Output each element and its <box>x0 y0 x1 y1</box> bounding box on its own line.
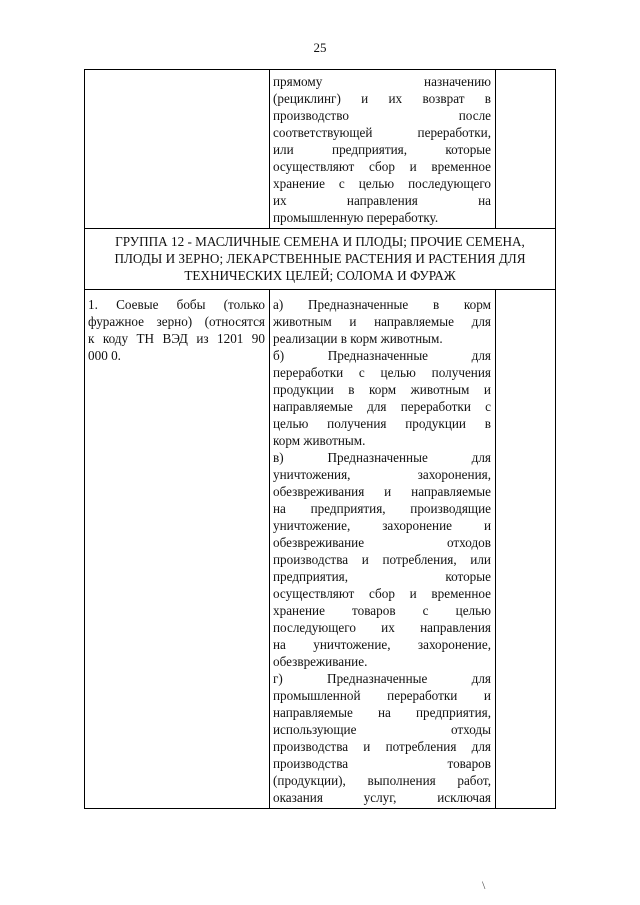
text-line: прямому назначению <box>273 74 491 89</box>
purpose-b <box>273 347 491 449</box>
text-line: уничтожение, захоронение и <box>273 518 491 533</box>
text-line: производства и потребления для <box>273 739 491 754</box>
text-line: фуражное зерно) (относятся <box>88 314 265 329</box>
text-line: последующего их направления <box>273 620 491 635</box>
text-line: производства товаров <box>273 756 491 771</box>
text-line: а) Предназначенные в корм <box>273 297 491 312</box>
text-line: (продукции), выполнения работ, <box>273 773 491 788</box>
text-line: г) Предназначенные для <box>273 671 491 686</box>
text-line: использующие отходы <box>273 722 491 737</box>
text-line: хранение товаров с целью <box>273 603 491 618</box>
text-line: корм животным. <box>273 433 366 448</box>
text-line: 1. Соевые бобы (только <box>88 297 265 312</box>
table-row-group-header <box>85 229 556 290</box>
cell-continued-text <box>270 70 496 229</box>
text-line: животным и направляемые для <box>273 314 491 329</box>
text-line: на уничтожение, захоронение, <box>273 637 491 652</box>
text-line: б) Предназначенные для <box>273 348 491 363</box>
group-header-line: ПЛОДЫ И ЗЕРНО; ЛЕКАРСТВЕННЫЕ РАСТЕНИЯ И РАСТЕНИЯ ДЛЯ <box>114 251 526 266</box>
text-line: или предприятия, которые <box>273 142 491 157</box>
text-line: оказания услуг, исключая <box>273 790 491 805</box>
document-table <box>84 69 556 809</box>
text-line: реализации в корм животным. <box>273 331 443 346</box>
text-line: промышленную переработку. <box>273 210 439 225</box>
text-line: производства и потребления, или <box>273 552 491 567</box>
text-line: направляемые на предприятия, <box>273 705 491 720</box>
stray-mark: \ <box>482 878 486 892</box>
cell-item-purposes <box>270 290 496 809</box>
text-line: на предприятия, производящие <box>273 501 491 516</box>
purpose-a <box>273 296 491 347</box>
page-number: 25 <box>313 40 327 55</box>
text-line: продукции в корм животным и <box>273 382 491 397</box>
text-line: промышленной переработки и <box>273 688 491 703</box>
text-line: в) Предназначенные для <box>273 450 491 465</box>
text-line: осуществляют сбор и временное <box>273 586 491 601</box>
cell-empty-left <box>85 70 270 229</box>
text-line: обезвреживание отходов <box>273 535 491 550</box>
text-line: обезвреживания и направляемые <box>273 484 491 499</box>
text-line: направляемые для переработки с <box>273 399 491 414</box>
text-line: переработки с целью получения <box>273 365 491 380</box>
text-line: производство после <box>273 108 491 123</box>
text-line: предприятия, которые <box>273 569 491 584</box>
group-header <box>85 229 556 290</box>
text-line: 000 0. <box>88 348 121 363</box>
text-line: хранение с целью последующего <box>273 176 491 191</box>
text-line: их направления на <box>273 193 491 208</box>
group-header-line: ТЕХНИЧЕСКИХ ЦЕЛЕЙ; СОЛОМА И ФУРАЖ <box>184 268 456 283</box>
table-row-continued <box>85 70 556 229</box>
text-line: обезвреживание. <box>273 654 368 669</box>
cell-item-description <box>85 290 270 809</box>
text-line: к коду ТН ВЭД из 1201 90 <box>88 331 265 346</box>
group-header-line: ГРУППА 12 - МАСЛИЧНЫЕ СЕМЕНА И ПЛОДЫ; ПРОЧИЕ СЕМЕНА, <box>115 234 525 249</box>
text-line: осуществляют сбор и временное <box>273 159 491 174</box>
cell-empty-right <box>496 70 556 229</box>
purpose-c <box>273 449 491 670</box>
purpose-d <box>273 670 491 806</box>
text-line: (рециклинг) и их возврат в <box>273 91 491 106</box>
cell-empty-right <box>496 290 556 809</box>
text-line: соответствующей переработки, <box>273 125 491 140</box>
table-row-item-1 <box>85 290 556 809</box>
text-line: целью получения продукции в <box>273 416 491 431</box>
text-line: уничтожения, захоронения, <box>273 467 491 482</box>
